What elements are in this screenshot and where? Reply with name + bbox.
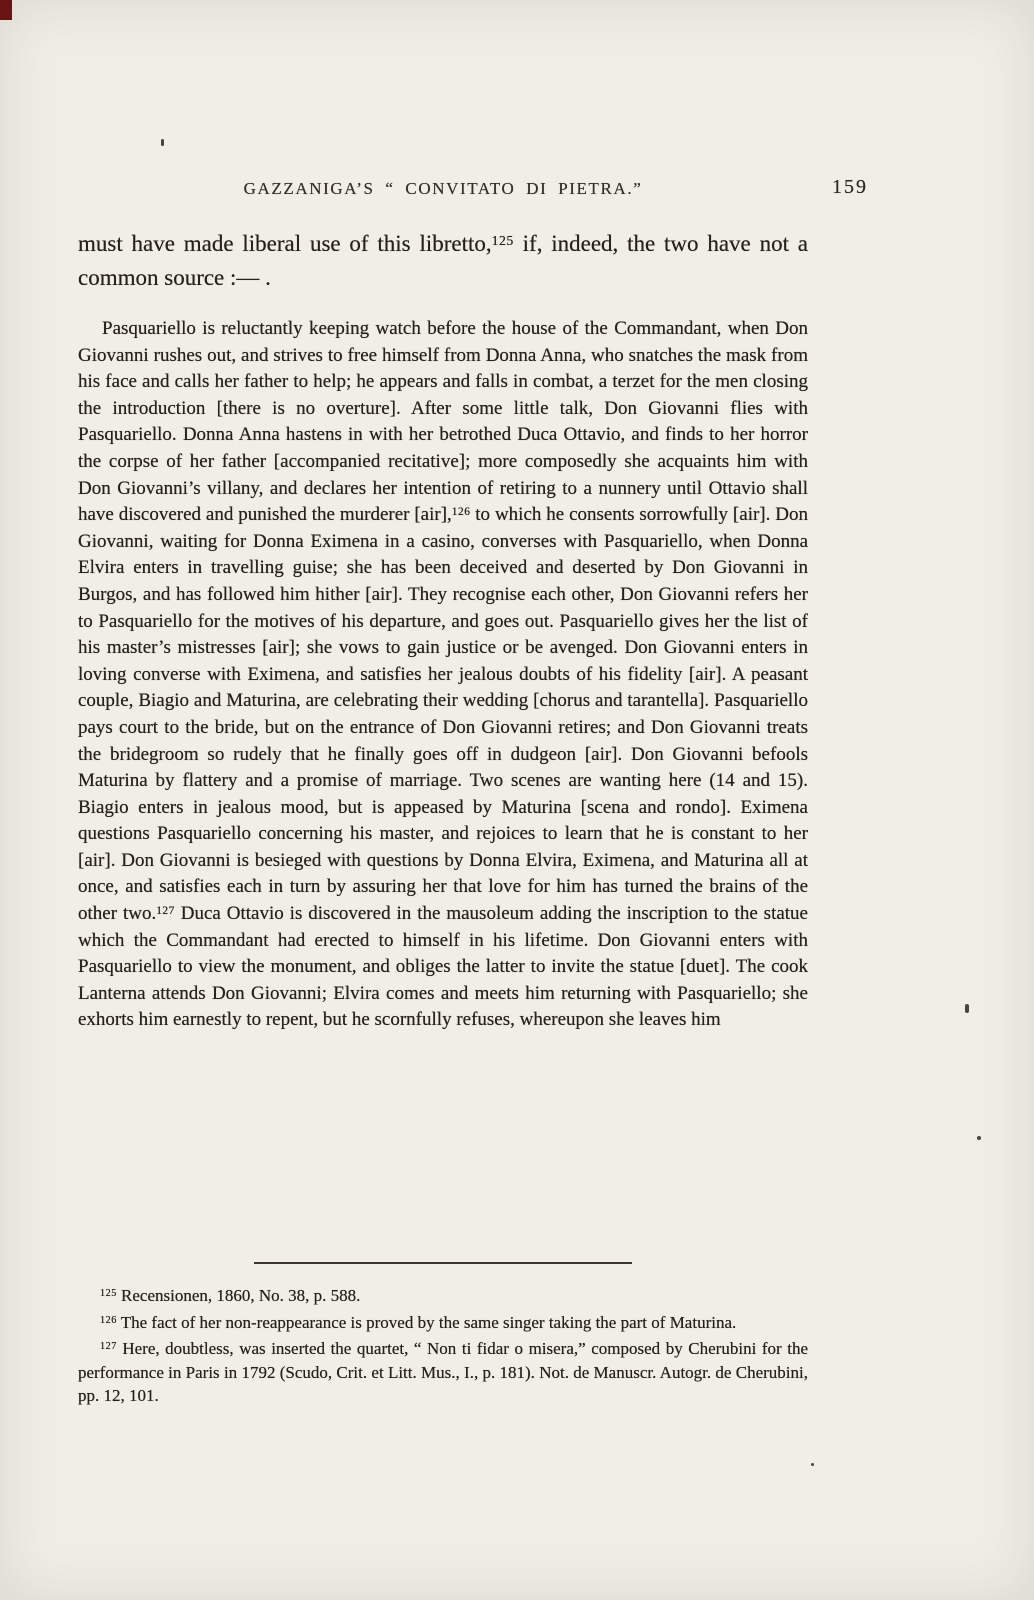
page-number: 159 (832, 176, 868, 198)
ink-speck (965, 1004, 969, 1013)
footnote-126: $^{126}$ The fact of her non-reappearance is proved by the same singer taking the part of Maturina. (100, 1312, 737, 1332)
ink-speck (811, 1463, 814, 1466)
running-header (78, 176, 868, 200)
synopsis-paragraph: Pasquariello is reluctantly keeping watch before the house of the Commandant, when Don Giovanni rushes out, and strives to free himself from Donna Anna, who snatches the mask from his face and calls her father to help; he appears and falls in combat, a terzet for the men closing the introduction [there is no overture]. After some little talk, Don Giovanni flies with Pasquariello. Donna Anna hastens in with her betrothed Duca Ottavio, and finds to her horror the corpse of her father [accompanied recitative]; more composedly she acquaints him with Don Giovanni’s villany, and declares her intention of retiring to a nunnery until Ottavio shall have discovered and punished the murderer [air],$^{126}$ to which he consents sorrowfully [air]. Don Giovanni, waiting for Donna Eximena in a casino, converses with Pasquariello, when Donna Elvira enters in travelling guise; she has been deceived and deserted by Don Giovanni in Burgos, and has followed him hither [air]. They recognise each other, Don Giovanni refers her to Pasquariello for the motives of his departure, and goes out. Pasquariello gives her the list of his master’s mistresses [air]; she vows to gain justice or be avenged. Don Giovanni enters in loving converse with Eximena, and satisfies her jealous doubts of his fidelity [air]. A peasant couple, Biagio and Maturina, are celebrating their wedding [chorus and tarantella]. Pasquariello pays court to the bride, but on the entrance of Don Giovanni retires; and Don Giovanni treats the bridegroom so rudely that he finally goes off in dudgeon [air]. Don Giovanni befools Maturina by flattery and a promise of marriage. Two scenes are wanting here (14 and 15). Biagio enters in jealous mood, but is appeased by Maturina [scena and rondo]. Eximena questions Pasquariello concerning his master, and rejoices to learn that he is constant to her [air]. Don Giovanni is besieged with questions by Donna Elvira, Eximena, and Maturina all at once, and satisfies each in turn by assuring her that love for him has turned the brains of the other two.$^{127}$ Duca Ottavio is discovered in the mausoleum adding the inscription to the statue which the Commandant had erected to himself in his lifetime. Don Giovanni enters with Pasquariello to view the monument, and obliges the latter to invite the statue [duet]. The cook Lanterna attends Don Giovanni; Elvira comes and meets him returning with Pasquariello; she exhorts him earnestly to repent, but he scornfully refuses, whereupon she leaves him (78, 318, 808, 1031)
footnote-rule (254, 1262, 632, 1264)
ink-speck (977, 1136, 981, 1140)
scan-artifact (0, 0, 12, 20)
footnotes-section (78, 1262, 808, 1411)
text-column (78, 176, 868, 1034)
ink-speck (161, 139, 164, 146)
intro-paragraph: must have made liberal use of this libretto,$^{125}$ if, indeed, the two have not a common source :— . (78, 231, 808, 290)
footnote-125: $^{125}$ Recensionen, 1860, No. 38, p. 588. (100, 1286, 361, 1305)
footnote-127: $^{127}$ Here, doubtless, was inserted the quartet, “ Non ti fidar o misera,” composed by Cherubini for the performance in Paris in 1792 (Scudo, Crit. et Litt. Mus., I., p. 181). Not. de Manuscr. Autogr. de Cherubini, pp. 12, 101. (78, 1339, 808, 1405)
header-title: GAZZANIGA’S “ CONVITATO DI PIETRA.” (243, 179, 643, 198)
